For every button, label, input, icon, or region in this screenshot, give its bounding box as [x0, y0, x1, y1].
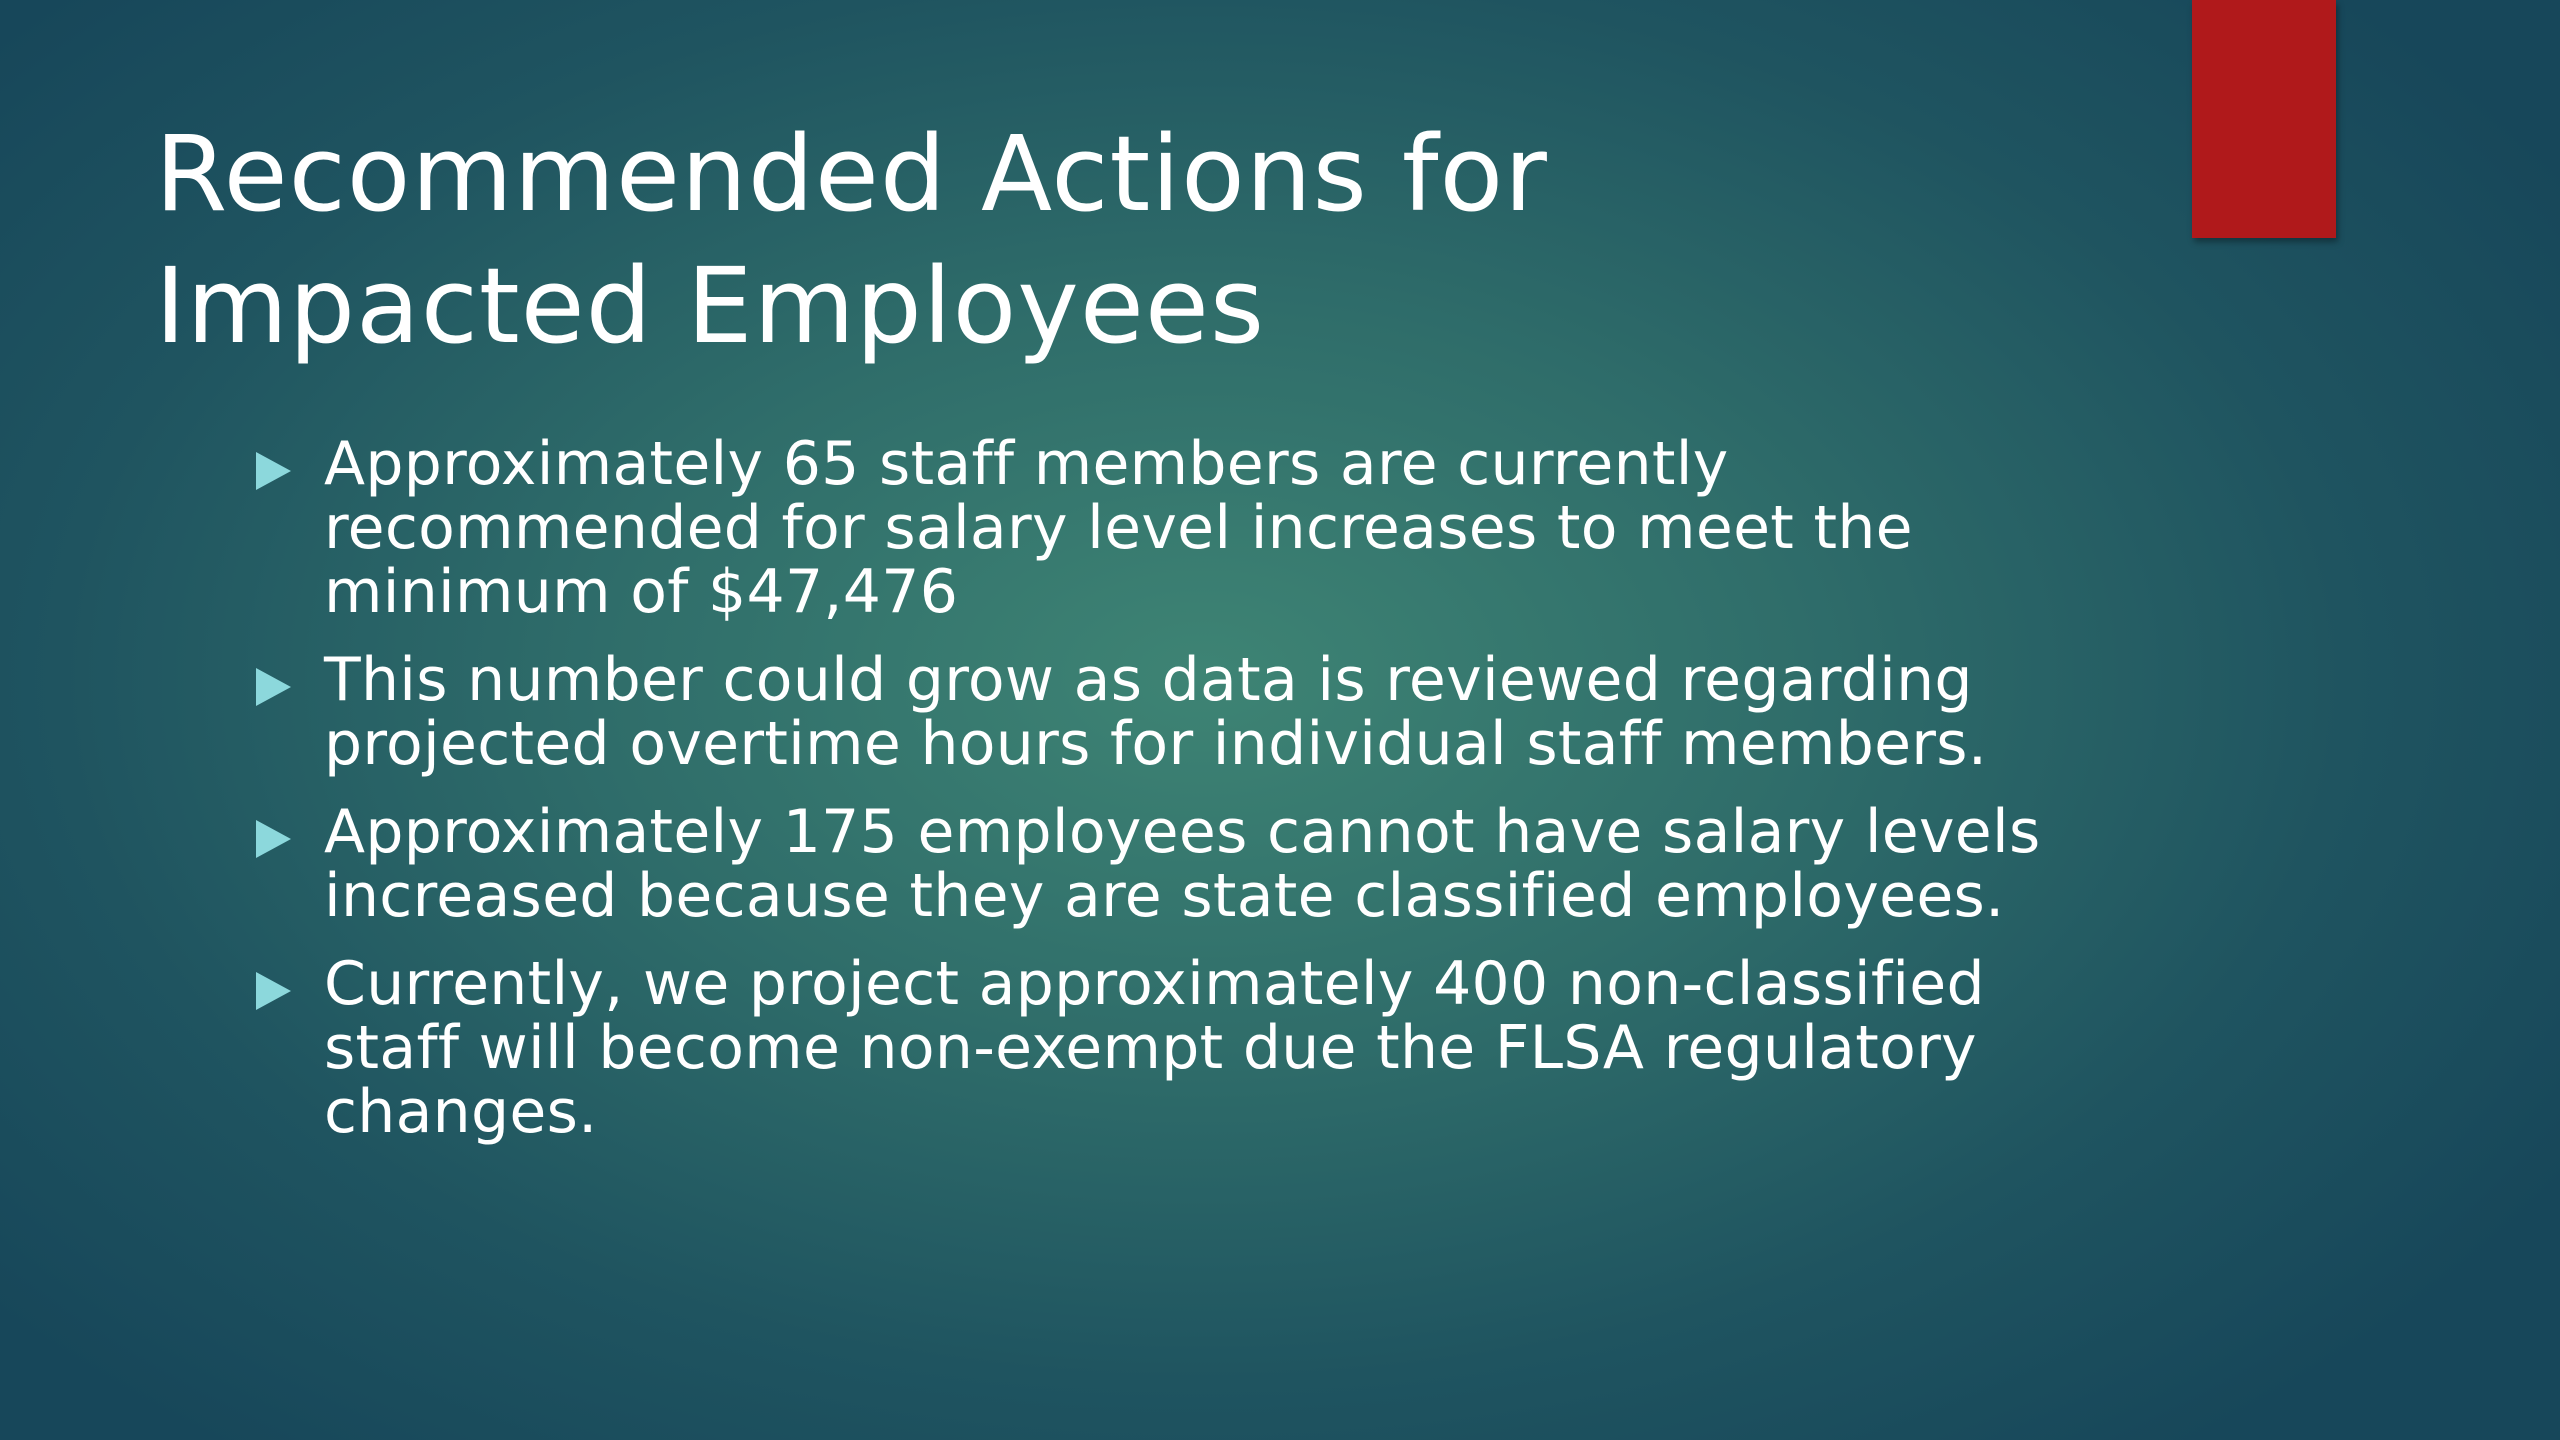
- bullet-text: Approximately 175 employees cannot have salary levels increased because they are state classified employees.: [324, 797, 2041, 931]
- bullet-item: [250, 949, 2130, 1147]
- triangle-right-icon: [256, 668, 291, 706]
- bullet-text: Currently, we project approximately 400 non-classified staff will become non-exempt due the FLSA regulatory changes.: [324, 949, 1985, 1147]
- slide-title-line-1: Recommended Actions for: [155, 113, 1548, 235]
- slide-title-line-2: Impacted Employees: [155, 245, 1265, 367]
- triangle-right-icon: [256, 972, 291, 1010]
- triangle-right-icon: [256, 820, 291, 858]
- bullet-item: [250, 797, 2130, 931]
- slide-title: [155, 108, 2055, 372]
- bullet-text: Approximately 65 staff members are currently recommended for salary level increases to meet the minimum of $47,476: [324, 429, 1913, 627]
- bullet-item: [250, 429, 2130, 627]
- red-accent-bar: [2192, 0, 2336, 238]
- bullet-item: [250, 645, 2130, 779]
- triangle-right-icon: [256, 452, 291, 490]
- bullet-text: This number could grow as data is reviewed regarding projected overtime hours for individual staff members.: [324, 645, 1988, 779]
- bullet-list: [250, 429, 2130, 1168]
